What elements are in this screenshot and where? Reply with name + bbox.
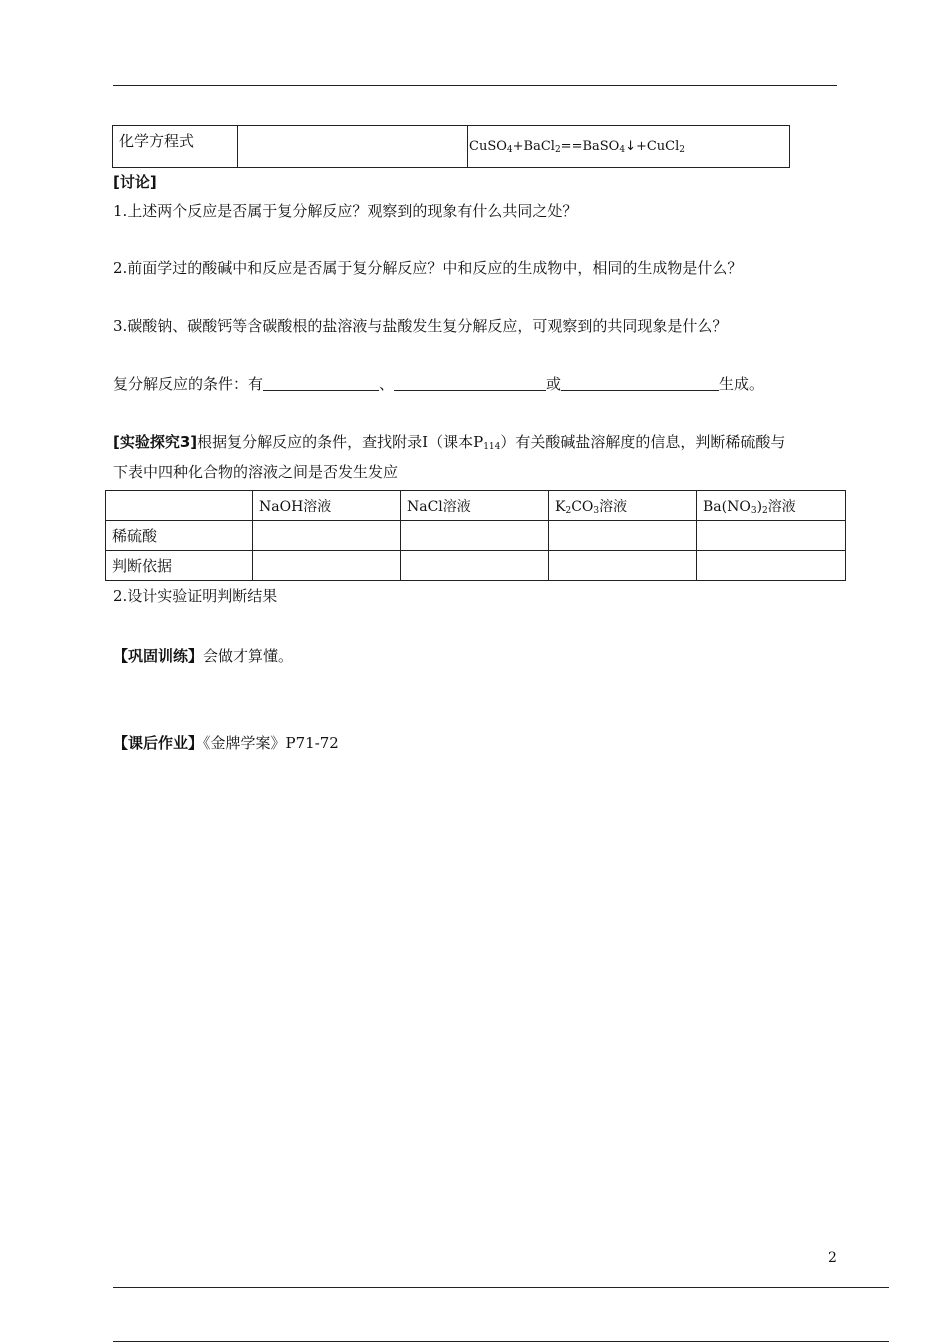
table-header-nacl: NaCl溶液: [401, 491, 549, 521]
table-header-naoh: NaOH溶液: [253, 491, 401, 521]
experiment3-line-2: 下表中四种化合物的溶液之间是否发生发应: [113, 463, 399, 481]
experiment3-heading: [实验探究3]: [113, 433, 198, 451]
equation-cell: CuSO$_4$+BaCl$_2$==BaSO$_4$↓+CuCl$_2$: [468, 126, 790, 168]
table-header-ba-no3-2: $Ba(NO_3)_2$溶液: [697, 491, 846, 521]
blank-1[interactable]: [263, 374, 379, 391]
footer-rule-1: [113, 1287, 889, 1288]
equation-blank-cell: [238, 126, 468, 168]
table-cell[interactable]: [549, 521, 697, 551]
table-header-row: [106, 491, 846, 521]
table-cell[interactable]: [549, 551, 697, 581]
discussion-question-2: 2.前面学过的酸碱中和反应是否属于复分解反应？中和反应的生成物中，相同的生成物是什么？: [113, 259, 743, 277]
discussion-question-3: 3.碳酸钠、碳酸钙等含碳酸根的盐溶液与盐酸发生复分解反应，可观察到的共同现象是什么？: [113, 317, 728, 335]
page-number: 2: [828, 1250, 837, 1266]
table-cell[interactable]: [253, 551, 401, 581]
blank-3[interactable]: [561, 374, 719, 391]
footer-rule-2: [113, 1341, 889, 1342]
table-row: [106, 521, 846, 551]
blank-2[interactable]: [394, 374, 546, 391]
table-cell[interactable]: [697, 521, 846, 551]
homework-line: 【课后作业】《金牌学案》P71-72: [113, 734, 339, 752]
table-cell[interactable]: [697, 551, 846, 581]
conditions-line: 复分解反应的条件：有 、 或 生成。: [113, 375, 765, 393]
consolidation-line: 【巩固训练】会做才算懂。: [113, 647, 294, 665]
table-row: [106, 551, 846, 581]
reaction-table: [105, 490, 846, 581]
row-label-dilute-sulfuric-acid: 稀硫酸: [106, 521, 253, 551]
experiment3-line-1: [实验探究3]根据复分解反应的条件，查找附录Ⅰ（课本$P_{114}$）有关酸碱盐溶解度的信息，判断稀硫酸与: [113, 433, 786, 452]
discussion-question-1: 1.上述两个反应是否属于复分解反应？观察到的现象有什么共同之处？: [113, 202, 578, 220]
header-rule: [113, 85, 837, 86]
homework-heading: 【课后作业】: [113, 734, 204, 752]
table-cell[interactable]: [401, 551, 549, 581]
table-header-empty: [106, 491, 253, 521]
row-label-judgment-basis: 判断依据: [106, 551, 253, 581]
equation-label-cell: 化学方程式: [113, 126, 238, 168]
consolidation-heading: 【巩固训练】: [113, 647, 204, 665]
table-cell[interactable]: [401, 521, 549, 551]
design-experiment: 2.设计实验证明判断结果: [113, 587, 278, 605]
table-cell[interactable]: [253, 521, 401, 551]
table-header-k2co3: $K_2CO_3$溶液: [549, 491, 697, 521]
discussion-heading: [讨论]: [113, 173, 157, 191]
equation-table: [112, 125, 790, 168]
precipitate-arrow-icon: ↓: [625, 139, 636, 154]
